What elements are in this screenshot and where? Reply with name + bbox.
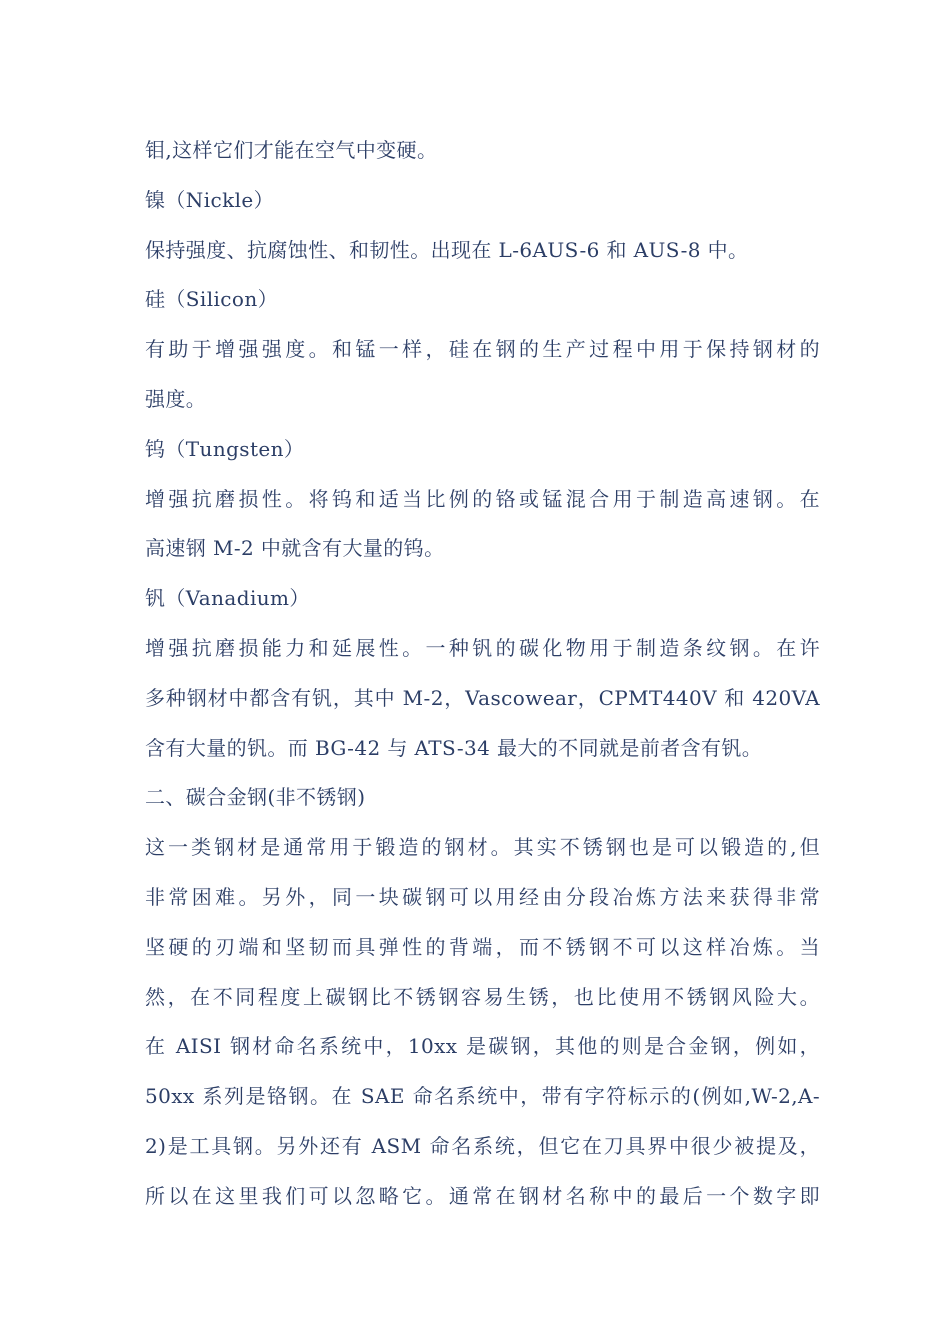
paragraph-line: 钼,这样它们才能在空气中变硬。 [145, 138, 438, 162]
paragraph-line: 这一类钢材是通常用于锻造的钢材。其实不锈钢也是可以锻造的,但 [145, 835, 820, 860]
paragraph-line: 在 AISI 钢材命名系统中，10xx 是碳钢，其他的则是合金钢，例如， [145, 1034, 820, 1059]
paragraph-line: 增强抗磨损能力和延展性。一种钒的碳化物用于制造条纹钢。在许 [145, 635, 820, 660]
paragraph-line: 增强抗磨损性。将钨和适当比例的铬或锰混合用于制造高速钢。在 [145, 486, 820, 511]
paragraph-line: 多种钢材中都含有钒，其中 M-2，Vascowear，CPMT440V 和 420VA [145, 685, 820, 710]
paragraph-line: 强度。 [145, 386, 207, 411]
paragraph-line: 含有大量的钒。而 BG-42 与 ATS-34 最大的不同就是前者含有钒。 [145, 735, 763, 760]
section-heading-vanadium: 钒（Vanadium） [145, 586, 310, 611]
paragraph-line: 有助于增强强度。和锰一样，硅在钢的生产过程中用于保持钢材的 [145, 337, 820, 362]
paragraph-line: 2)是工具钢。另外还有 ASM 命名系统，但它在刀具界中很少被提及， [145, 1133, 820, 1158]
paragraph-line: 所以在这里我们可以忽略它。通常在钢材名称中的最后一个数字即 [145, 1183, 820, 1208]
paragraph-line: 高速钢 M-2 中就含有大量的钨。 [145, 536, 445, 561]
section-heading-carbon-alloy-steel: 二、碳合金钢(非不锈钢) [145, 785, 366, 810]
section-heading-nickel: 镍（Nickle） [145, 187, 275, 212]
section-heading-tungsten: 钨（Tungsten） [145, 436, 305, 461]
paragraph-line: 50xx 系列是铬钢。在 SAE 命名系统中，带有字符标示的(例如,W-2,A- [145, 1084, 820, 1109]
section-heading-silicon: 硅（Silicon） [145, 287, 279, 312]
paragraph-line: 然，在不同程度上碳钢比不锈钢容易生锈，也比使用不锈钢风险大。 [145, 984, 820, 1009]
paragraph-line: 非常困难。另外，同一块碳钢可以用经由分段冶炼方法来获得非常 [145, 884, 820, 909]
paragraph-line: 坚硬的刃端和坚韧而具弹性的背端，而不锈钢不可以这样冶炼。当 [145, 934, 820, 959]
document-body [145, 126, 820, 1222]
paragraph-line: 保持强度、抗腐蚀性、和韧性。出现在 L-6AUS-6 和 AUS-8 中。 [145, 237, 749, 262]
